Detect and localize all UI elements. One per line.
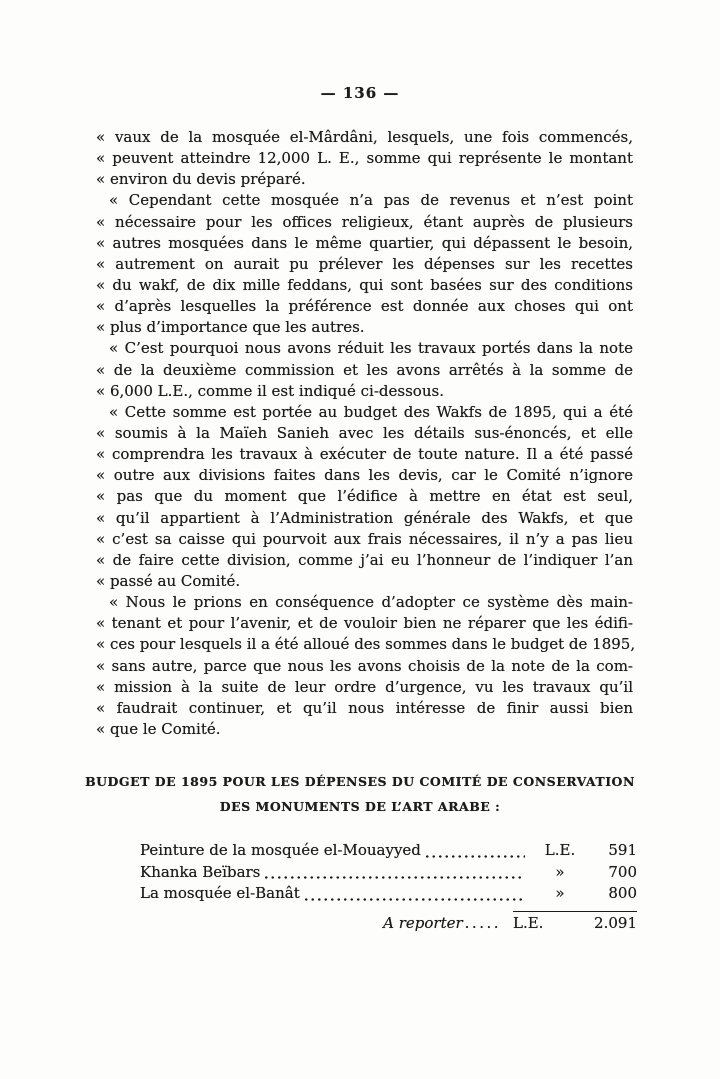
text-line: « soumis à la Maïeh Sanieh avec les détails sus-énoncés, et elle [96, 423, 633, 442]
budget-heading [60, 769, 660, 819]
text-line: « que le Comité. [96, 719, 221, 738]
total-label: A reporter [383, 913, 463, 932]
item-label: Khanka Beïbars [140, 862, 261, 881]
text-line: « c’est sa caisse qui pourvoit aux frais nécessaires, il n’y a pas lieu [96, 529, 633, 548]
amount-cell: 700 [608, 862, 637, 881]
currency-cell: » [555, 884, 565, 902]
text-line: « plus d’importance que les autres. [96, 318, 365, 337]
table-row [140, 884, 637, 906]
text-line: « faudrait continuer, et qu’il nous intéresse de finir aussi bien [96, 698, 633, 717]
text-line: « 6,000 L.E., comme il est indiqué ci-dessous. [96, 381, 444, 400]
text-line: « nécessaire pour les offices religieux, étant auprès de plusieurs [96, 212, 633, 231]
currency-cell: » [555, 862, 565, 881]
text-line: « pas que du moment que l’édifice à mettre en état est seul, [96, 487, 633, 506]
text-line: « de faire cette division, comme j’ai eu l’honneur de l’indiquer l’an [96, 550, 633, 569]
amount-cell: 800 [608, 884, 637, 902]
total-currency-cell: L.E. [513, 913, 544, 932]
item-label: La mosquée el-Banât [140, 884, 300, 902]
budget-table [140, 841, 637, 932]
dot-leader [263, 863, 525, 885]
text-line: « comprendra les travaux à exécuter de toute nature. Il a été passé [96, 445, 633, 464]
total-dot-leader: ..... [464, 913, 501, 932]
text-line: « mission à la suite de leur ordre d’urgence, vu les travaux qu’il [96, 677, 633, 696]
total-amount-group [513, 911, 637, 932]
currency-cell: L.E. [544, 841, 576, 859]
budget-heading-line1: BUDGET DE 1895 POUR LES DÉPENSES DU COMITÉ DE CONSERVATION [85, 774, 635, 789]
text-line: « qu’il appartient à l’Administration générale des Wakfs, et que [96, 508, 633, 527]
text-line: « C’est pourquoi nous avons réduit les travaux portés dans la note [109, 339, 633, 358]
dot-leader [424, 841, 525, 863]
text-line: « sans autre, parce que nous les avons choisis de la note de la com- [96, 656, 633, 675]
text-line: « Cette somme est portée au budget des Wakfs de 1895, qui a été [109, 402, 633, 421]
item-label: Peinture de la mosquée el-Mouayyed [140, 841, 421, 859]
dot-leader [303, 884, 525, 906]
total-row [140, 911, 637, 932]
text-line: « tenant et pour l’avenir, et de vouloir bien ne réparer que les édifi- [96, 614, 633, 633]
text-line: « peuvent atteindre 12,000 L. E., somme qui représente le montant [96, 149, 633, 168]
budget-rows [140, 841, 637, 906]
table-row [140, 841, 637, 863]
text-line: « Cependant cette mosquée n’a pas de revenus et n’est point [109, 191, 633, 210]
text-line: « outre aux divisions faites dans les devis, car le Comité n’ignore [96, 466, 633, 485]
text-line: « environ du devis préparé. [96, 170, 306, 189]
text-line: « du wakf, de dix mille feddans, qui sont basées sur des conditions [96, 275, 633, 294]
text-line: « d’après lesquelles la préférence est donnée aux choses qui ont [96, 297, 633, 316]
text-line: « autres mosquées dans le même quartier, qui dépassent le besoin, [96, 233, 633, 252]
table-row [140, 863, 637, 885]
budget-heading-line2: DES MONUMENTS DE L’ART ARABE : [219, 799, 501, 814]
amount-cell: 591 [608, 841, 637, 859]
text-line: « vaux de la mosquée el-Mârdâni, lesquels, une fois commencés, [96, 128, 633, 146]
text-line: « Nous le prions en conséquence d’adopter ce système dès main- [109, 593, 633, 612]
text-line: « de la deuxième commission et les avons arrêtés à la somme de [96, 360, 633, 379]
total-amount-cell: 2.091 [594, 913, 637, 932]
page-number: — 136 — [320, 84, 400, 102]
text-line: « passé au Comité. [96, 571, 241, 590]
quoted-passage [96, 127, 636, 740]
text-line: « ces pour lesquels il a été alloué des sommes dans le budget de 1895, [96, 635, 636, 654]
text-line: « autrement on aurait pu prélever les dépenses sur les recettes [96, 254, 633, 273]
